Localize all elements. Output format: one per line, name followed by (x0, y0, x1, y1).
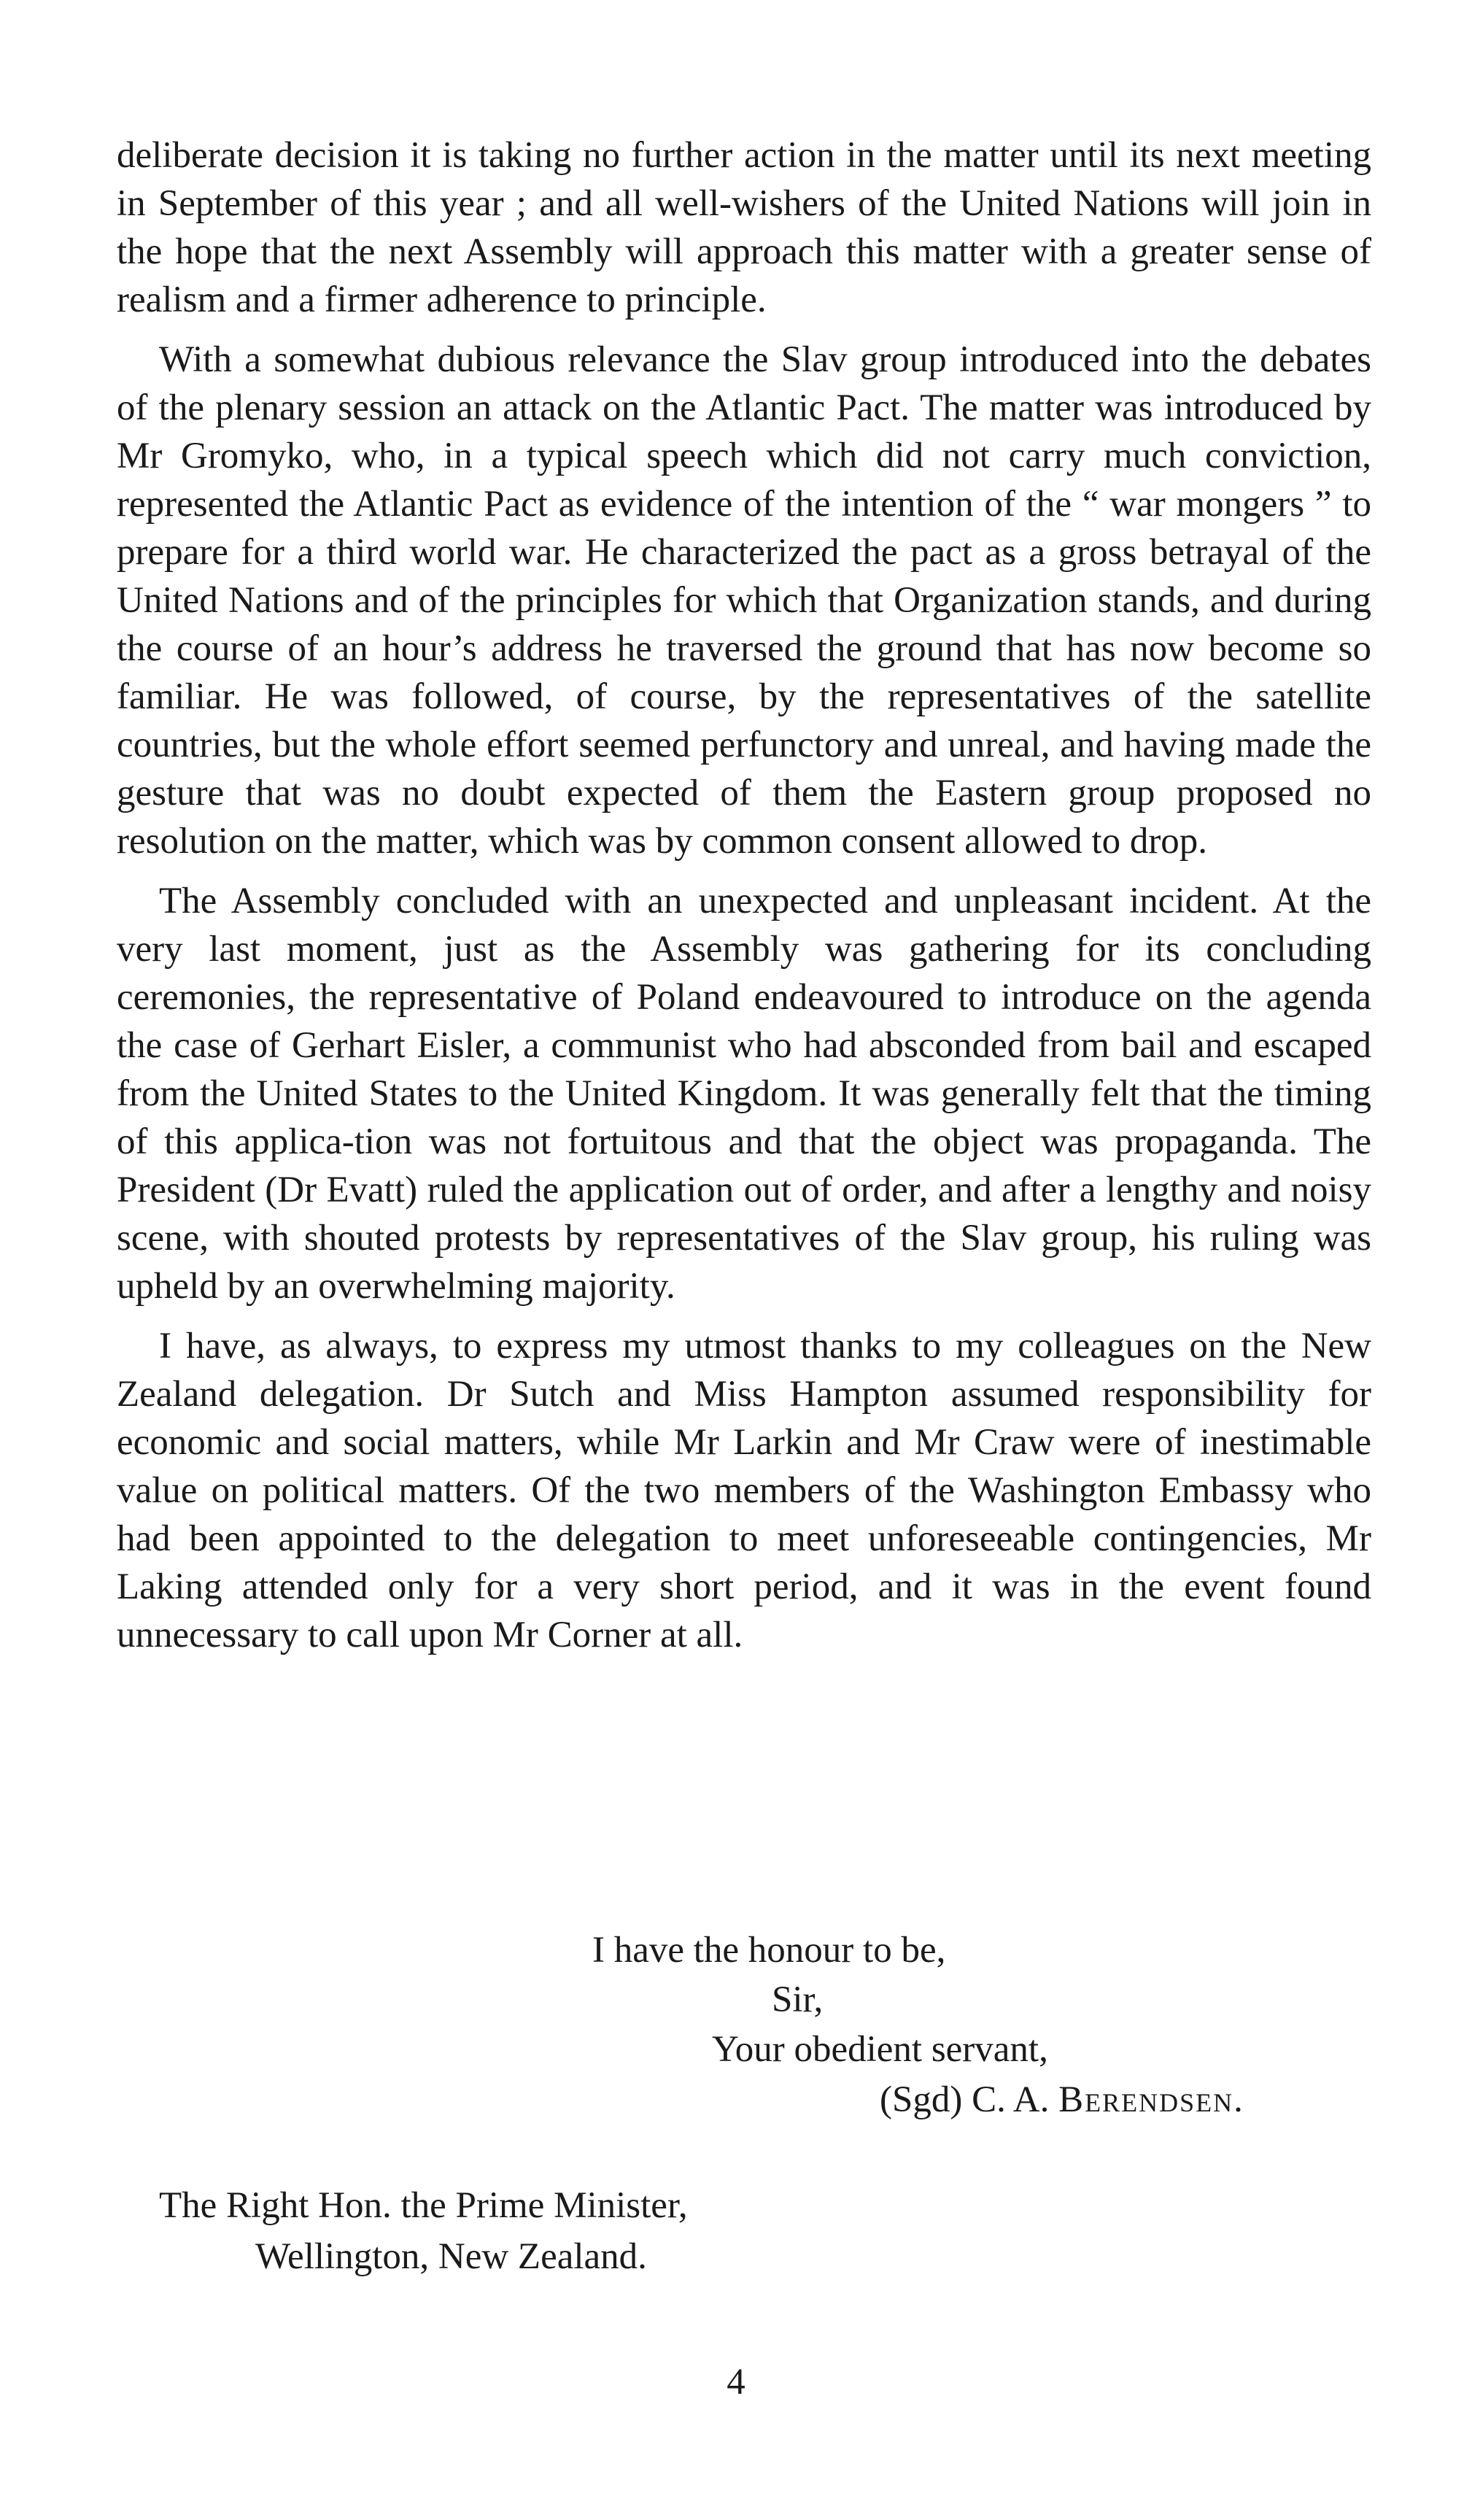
paragraph-eisler-incident: The Assembly concluded with an unexpected and unpleasant incident. At the very last moment, just as the Assembly was gathering for its concluding ceremonies, the representative of Poland endeavoured to introduce on the agenda the case of Gerhart Eisler, a communist who had absconded from bail and escaped from the United States to the United Kingdom. It was generally felt that the timing of this applica-tion was not fortuitous and that the object was propaganda. The President (Dr Evatt) ruled the application out of order, and after a lengthy and noisy scene, with shouted protests by representatives of the Slav group, his ruling was upheld by an overwhelming majority. (117, 881, 1371, 1307)
address-line-location: Wellington, New Zealand. (255, 2236, 647, 2277)
closing-line-honour: I have the honour to be, (592, 1930, 946, 1971)
paragraph-atlantic-pact: With a somewhat dubious relevance the Slav group introduced into the debates of the plenary session an attack on the Atlantic Pact. The matter was introduced by Mr Gromyko, who, in a typical speech which did not carry much conviction, represented the Atlantic Pact as evidence of the intention of the “ war mongers ” to prepare for a third world war. He characterized the pact as a gross betrayal of the United Nations and of the principles for which that Organization stands, and during the course of an hour’s address he traversed the ground that has now become so familiar. He was followed, of course, by the representatives of the satellite countries, but the whole effort seemed perfunctory and unreal, and having made the gesture that was no doubt expected of them the Eastern group proposed no resolution on the matter, which was by common consent allowed to drop. (117, 339, 1371, 862)
page-number: 4 (727, 2362, 745, 2403)
signature-prefix: (Sgd) C. A. (880, 2079, 1050, 2120)
closing-line-sir: Sir, (772, 1979, 824, 2020)
paragraph-continuation: deliberate decision it is taking no further action in the matter until its next meeting in September of this year ; and all well-wishers of the United Nations will join in the hope that the next Assembly will approach this matter with a greater sense of realism and a firmer adherence to principle. (117, 135, 1371, 320)
signature-name: Berendsen. (1058, 2079, 1244, 2120)
address-line-recipient: The Right Hon. the Prime Minister, (159, 2185, 688, 2226)
closing-line-servant: Your obedient servant, (712, 2029, 1048, 2070)
paragraph-thanks: I have, as always, to express my utmost thanks to my colleagues on the New Zealand delegation. Dr Sutch and Miss Hampton assumed responsibility for economic and social matters, while Mr Larkin and Mr Craw were of inestimable value on political matters. Of the two members of the Washington Embassy who had been appointed to the delegation to meet unforeseeable contingencies, Mr Laking attended only for a very short period, and it was in the event found unnecessary to call upon Mr Corner at all. (117, 1326, 1371, 1655)
letter-body (117, 131, 1371, 1671)
signature (880, 2076, 1244, 2124)
